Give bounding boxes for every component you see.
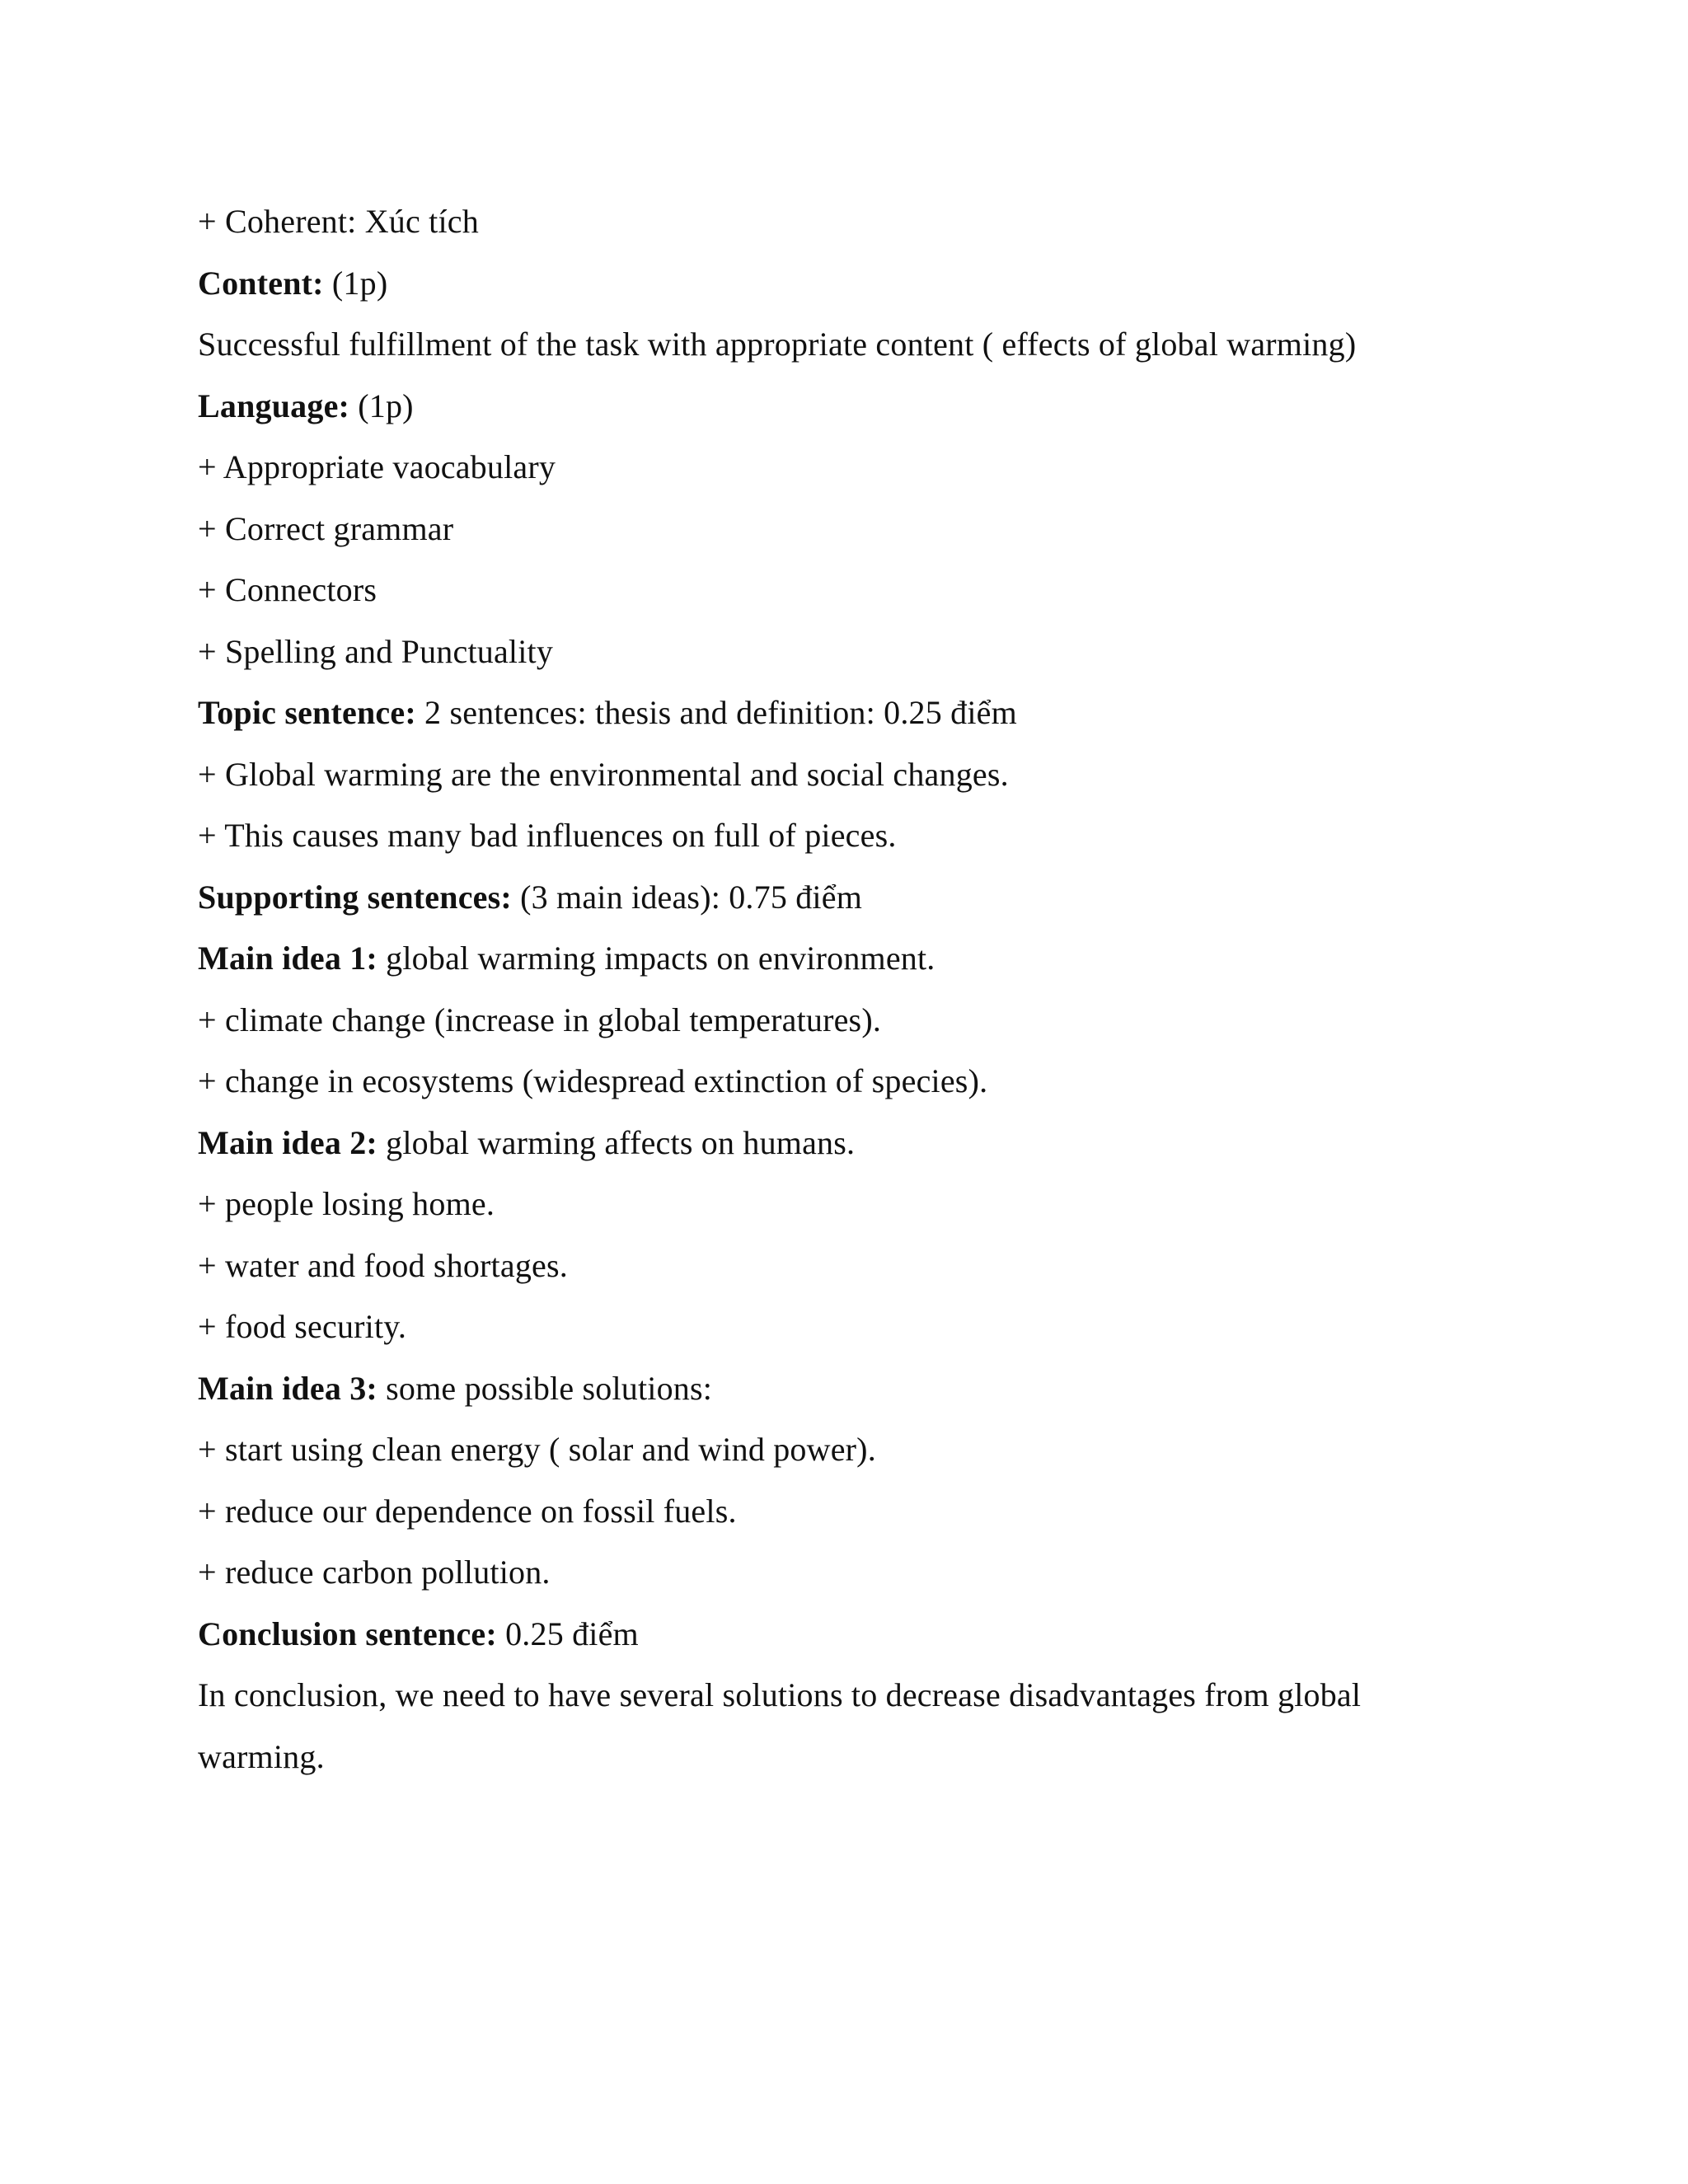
line-label: Language: <box>198 387 350 424</box>
topic-sentence-item <box>198 805 1500 867</box>
line-label: Main idea 3: <box>198 1369 377 1407</box>
line-text: In conclusion, we need to have several solutions to decrease disadvantages from global <box>198 1676 1362 1713</box>
line-text: + Correct grammar <box>198 509 454 547</box>
line-label: Topic sentence: <box>198 694 416 731</box>
main-idea-3-heading <box>198 1358 1500 1420</box>
topic-sentence-item <box>198 744 1500 806</box>
main-idea-3-item <box>198 1542 1500 1604</box>
main-idea-3-item <box>198 1481 1500 1543</box>
main-idea-3-item <box>198 1419 1500 1481</box>
content-description <box>198 314 1500 376</box>
main-idea-2-item <box>198 1174 1500 1235</box>
language-item <box>198 621 1500 683</box>
line-text: 0.25 điểm <box>496 1615 639 1652</box>
line-text: + change in ecosystems (widespread extinction of species). <box>198 1062 988 1099</box>
line-text: + Spelling and Punctuality <box>198 632 554 670</box>
line-text: global warming affects on humans. <box>377 1123 856 1161</box>
line-text: + food security. <box>198 1308 407 1345</box>
line-label: Supporting sentences: <box>198 878 512 916</box>
line-text: (1p) <box>323 264 388 302</box>
main-idea-1-heading <box>198 928 1500 990</box>
line-label: Content: <box>198 264 324 302</box>
line-text: some possible solutions: <box>377 1369 713 1407</box>
main-idea-1-item <box>198 1051 1500 1113</box>
line-text: + water and food shortages. <box>198 1246 568 1284</box>
topic-sentence-heading <box>198 682 1500 744</box>
line-text: + climate change (increase in global temperatures). <box>198 1001 882 1038</box>
line-text: global warming impacts on environment. <box>377 940 935 977</box>
line-text: + reduce carbon pollution. <box>198 1554 551 1591</box>
line-text: 2 sentences: thesis and definition: 0.25 điểm <box>415 694 1017 731</box>
main-idea-1-item <box>198 990 1500 1052</box>
main-idea-2-item <box>198 1296 1500 1358</box>
line-text: + Connectors <box>198 571 377 608</box>
language-item <box>198 499 1500 560</box>
language-item <box>198 560 1500 621</box>
line-label: Conclusion sentence: <box>198 1615 497 1652</box>
line-text: + Global warming are the environmental and social changes. <box>198 755 1009 793</box>
coherent-line <box>198 191 1500 253</box>
main-idea-2-item <box>198 1235 1500 1297</box>
line-text: + This causes many bad influences on full of pieces. <box>198 817 897 854</box>
content-heading <box>198 253 1500 315</box>
line-text: (3 main ideas): 0.75 điểm <box>511 878 863 916</box>
conclusion-text <box>198 1665 1500 1727</box>
line-text: + start using clean energy ( solar and wind power). <box>198 1431 876 1468</box>
main-idea-2-heading <box>198 1113 1500 1174</box>
line-text: warming. <box>198 1737 325 1775</box>
line-text: + people losing home. <box>198 1185 495 1222</box>
line-text: + Coherent: Xúc tích <box>198 203 479 240</box>
language-heading <box>198 376 1500 438</box>
line-text: + reduce our dependence on fossil fuels. <box>198 1492 737 1530</box>
document-body <box>198 191 1500 1788</box>
line-text: Successful fulfillment of the task with appropriate content ( effects of global warming) <box>198 326 1357 363</box>
line-label: Main idea 1: <box>198 940 377 977</box>
conclusion-text-continued <box>198 1727 1500 1788</box>
line-label: Main idea 2: <box>198 1123 377 1161</box>
line-text: (1p) <box>349 387 414 424</box>
conclusion-sentence-heading <box>198 1604 1500 1666</box>
language-item <box>198 437 1500 499</box>
line-text: + Appropriate vaocabulary <box>198 448 556 485</box>
supporting-sentences-heading <box>198 867 1500 929</box>
